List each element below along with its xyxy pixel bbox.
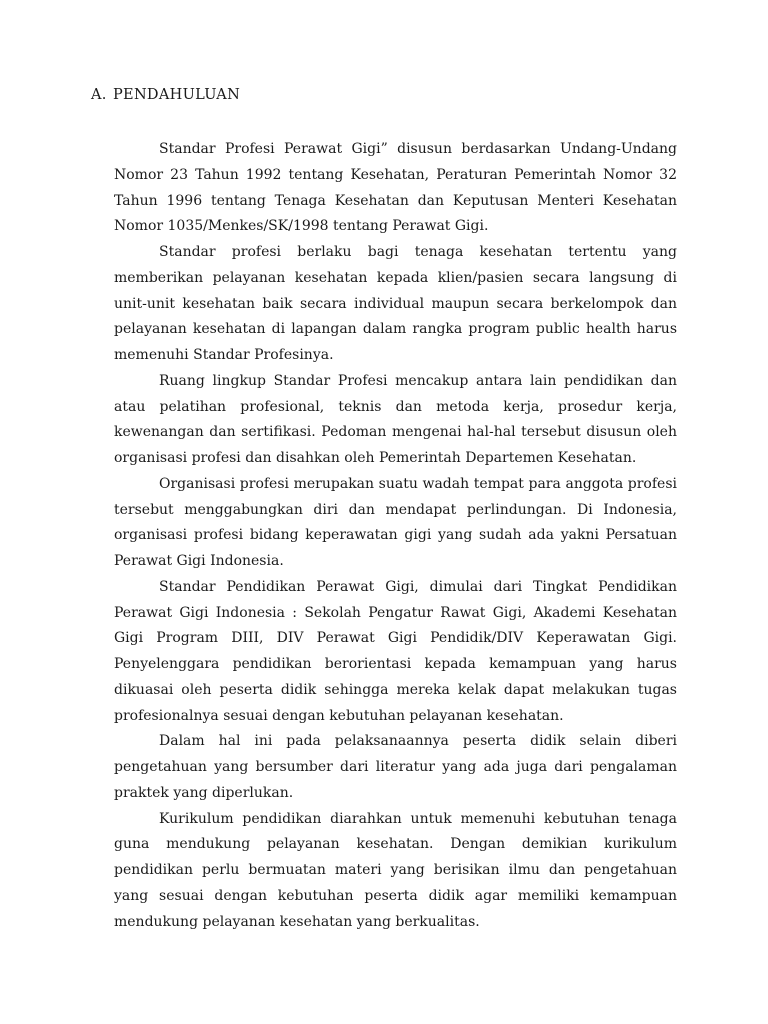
paragraph-6: Dalam hal ini pada pelaksanaannya peserta didik selain diberi pengetahuan yang bersumber dari literatur yang ada juga dari pengalaman praktek yang diperlukan. [114, 733, 677, 801]
paragraph-5: Standar Pendidikan Perawat Gigi, dimulai dari Tingkat Pendidikan Perawat Gigi Indonesia : Sekolah Pengatur Rawat Gigi, Akademi Kesehatan Gigi Program DIII, DIV Perawat Gigi Pendidik/DIV Keperawatan Gigi. Penyelenggara pendidikan berorientasi kepada kemampuan yang harus dikuasai oleh peserta didik sehingga mereka kelak dapat melakukan tugas profesionalnya sesuai dengan kebutuhan pelayanan kesehatan. [114, 578, 677, 724]
paragraph-3: Ruang lingkup Standar Profesi mencakup antara lain pendidikan dan atau pelatihan profesional, teknis dan metoda kerja, prosedur kerja, kewenangan dan sertifikasi. Pedoman mengenai hal-hal tersebut disusun oleh organisasi profesi dan disahkan oleh Pemerintah Departemen Kesehatan. [114, 372, 677, 466]
section-heading [91, 87, 240, 103]
paragraph-1: Standar Profesi Perawat Gigi” disusun berdasarkan Undang-Undang Nomor 23 Tahun 1992 tentang Kesehatan, Peraturan Pemerintah Nomor 32 Tahun 1996 tentang Tenaga Kesehatan dan Keputusan Menteri Kesehatan Nomor 1035/Menkes/SK/1998 tentang Perawat Gigi. [114, 141, 677, 235]
section-number: A. [91, 87, 107, 103]
section-title: PENDAHULUAN [113, 87, 241, 103]
paragraph-2: Standar profesi berlaku bagi tenaga kesehatan tertentu yang memberikan pelayanan kesehatan kepada klien/pasien secara langsung di unit-unit kesehatan baik secara individual maupun secara berkelompok dan pelayanan kesehatan di lapangan dalam rangka program public health harus memenuhi Standar Profesinya. [114, 244, 677, 363]
body-text [114, 137, 677, 935]
paragraph-7: Kurikulum pendidikan diarahkan untuk memenuhi kebutuhan tenaga guna mendukung pelayanan kesehatan. Dengan demikian kurikulum pendidikan perlu bermuatan materi yang berisikan ilmu dan pengetahuan yang sesuai dengan kebutuhan peserta didik agar memiliki kemampuan mendukung pelayanan kesehatan yang berkualitas. [114, 810, 677, 930]
paragraph-4: Organisasi profesi merupakan suatu wadah tempat para anggota profesi tersebut menggabungkan diri dan mendapat perlindungan. Di Indonesia, organisasi profesi bidang keperawatan gigi yang sudah ada yakni Persatuan Perawat Gigi Indonesia. [114, 475, 677, 569]
